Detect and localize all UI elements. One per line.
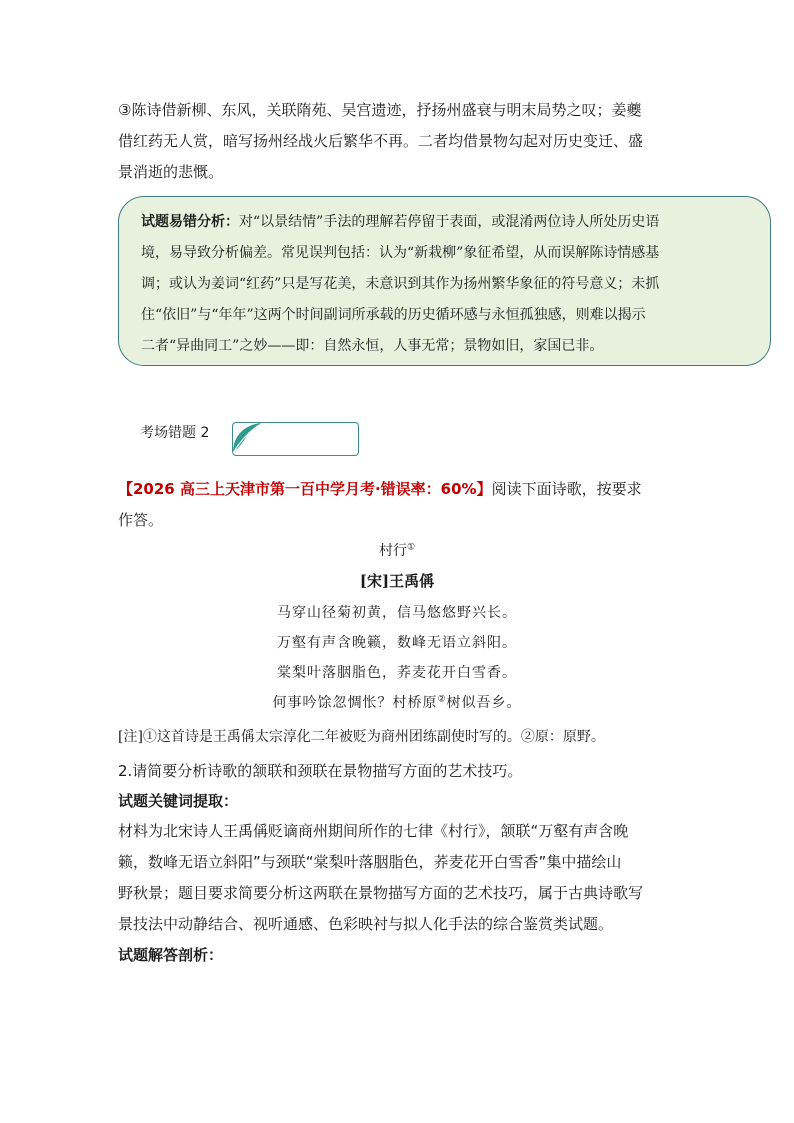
poem-title (0, 540, 794, 560)
callout-line: 调；或认为姜词“红药”只是写花美，未意识到其作为扬州繁华象征的符号意义；未抓 (141, 276, 660, 292)
callout-lead: 试题易错分析： (141, 214, 239, 230)
poem-line: 棠梨叶落胭脂色，荞麦花开白雪香。 (277, 665, 517, 681)
callout-line: 对“以景结情”手法的理解若停留于表面，或混淆两位诗人所处历史语 (239, 214, 660, 230)
keywords-heading: 试题关键词提取： (118, 792, 239, 810)
poem-title-text: 村行 (378, 543, 407, 559)
keywords-paragraph (118, 816, 678, 940)
source-rest: 阅读下面诗歌，按要求 (491, 480, 642, 498)
intro-line: ③陈诗借新柳、东风，关联隋苑、吴宫遗迹，抒扬州盛衰与明末局势之叹；姜夔 (118, 101, 642, 119)
poem-author: [宋]王禹偁 (359, 572, 435, 590)
poem-note: [注]①这首诗是王禹偁太宗淳化二年被贬为商州团练副使时写的。②原：原野。 (118, 729, 605, 745)
source-tag: 【2026 高三上天津市第一百中学月考·错误率：60%】 (118, 480, 492, 498)
poem-line-text: 何事吟馀忽惆怅？村桥原 (272, 695, 438, 711)
poem-line: 马穿山径菊初黄，信马悠悠野兴长。 (277, 605, 517, 621)
keywords-line: 野秋景；题目要求简要分析这两联在景物描写方面的艺术技巧，属于古典诗歌写 (118, 884, 644, 902)
callout-text (141, 207, 756, 362)
intro-paragraph (118, 95, 678, 188)
poem-line-last (0, 692, 794, 712)
section-label: 考场错题 2 (140, 425, 210, 441)
intro-line: 景消逝的悲慨。 (118, 163, 224, 181)
keywords-line: 景技法中动静结合、视听通感、色彩映衬与拟人化手法的综合鉴赏类试题。 (118, 915, 614, 933)
keywords-line: 籁，数峰无语立斜阳”与颈联“棠梨叶落胭脂色，荞麦花开白雪香”集中描绘山 (118, 853, 622, 871)
callout-line: 二者“异曲同工”之妙——即：自然永恒，人事无常；景物如旧，家国已非。 (141, 338, 604, 354)
intro-line: 借红药无人赏，暗写扬州经战火后繁华不再。二者均借景物勾起对历史变迁、盛 (118, 132, 644, 150)
source-line2: 作答。 (118, 511, 164, 529)
poem-footnote-mark: ② (437, 694, 447, 705)
question-text: 2.请简要分析诗歌的颔联和颈联在景物描写方面的艺术技巧。 (118, 762, 523, 780)
poem-title-mark: ① (406, 542, 416, 553)
error-analysis-callout (118, 196, 771, 366)
question-source (118, 474, 688, 536)
callout-line: 境，易导致分析偏差。常见误判包括：认为“新栽柳”象征希望，从而误解陈诗情感基 (141, 245, 660, 261)
leaf-icon (229, 419, 265, 455)
callout-line: 住“依旧”与“年年”这两个时间副词所承载的历史循环感与永恒孤独感，则难以揭示 (141, 307, 646, 323)
poem-line-tail: 树似吾乡。 (446, 695, 522, 711)
keywords-line: 材料为北宋诗人王禹偁贬谪商州期间所作的七律《村行》，颔联“万壑有声含晚 (118, 822, 629, 840)
poem-line: 万壑有声含晚籁，数峰无语立斜阳。 (277, 635, 517, 651)
analysis-heading: 试题解答剖析： (118, 946, 224, 964)
